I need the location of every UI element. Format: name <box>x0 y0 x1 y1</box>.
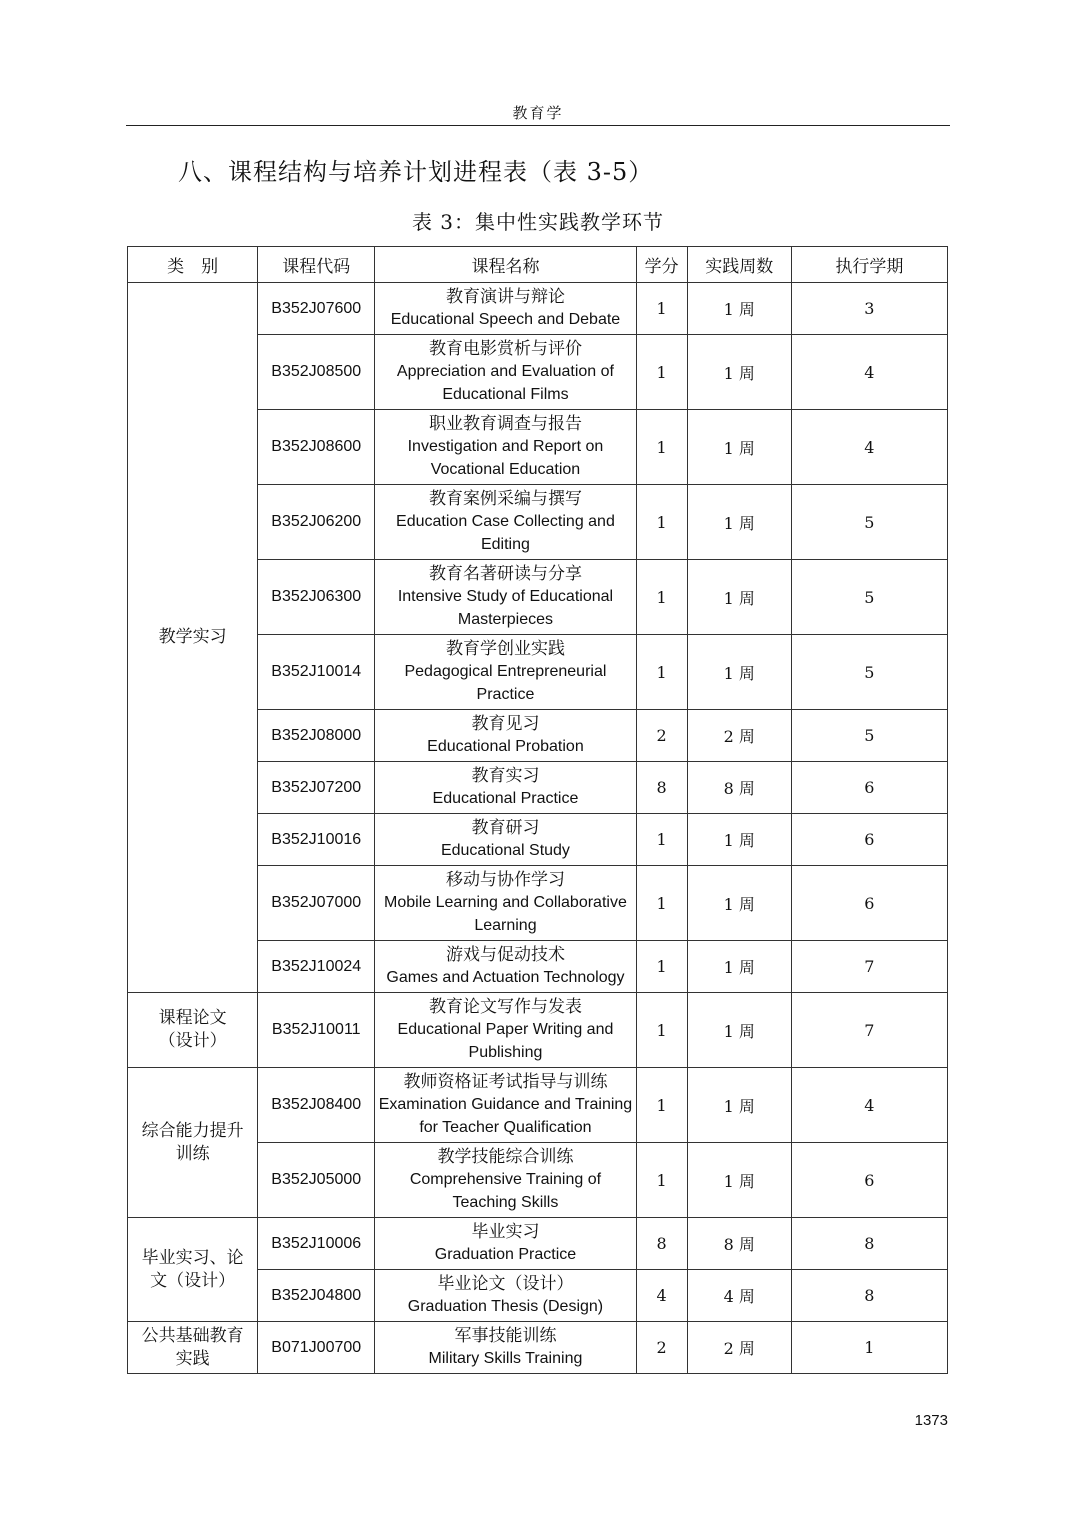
course-code: B352J08000 <box>258 710 375 762</box>
course-semester: 6 <box>791 762 947 814</box>
course-code: B071J00700 <box>258 1322 375 1374</box>
course-weeks: 8 周 <box>687 762 791 814</box>
course-credit: 1 <box>636 866 687 941</box>
course-weeks: 1 周 <box>687 814 791 866</box>
course-name <box>375 1322 636 1374</box>
course-credit: 8 <box>636 762 687 814</box>
course-name <box>375 410 636 485</box>
category-cell: 毕业实习、论文（设计） <box>128 1218 258 1322</box>
course-code: B352J10016 <box>258 814 375 866</box>
course-code: B352J07600 <box>258 283 375 335</box>
course-credit: 1 <box>636 814 687 866</box>
course-name-cn: 移动与协作学习 <box>445 870 565 890</box>
category-cell: 教学实习 <box>128 283 258 993</box>
course-code: B352J08600 <box>258 410 375 485</box>
course-name-cn: 毕业论文（设计） <box>437 1274 574 1294</box>
course-name <box>375 993 636 1068</box>
table-row <box>128 993 948 1068</box>
course-name-cn: 职业教育调查与报告 <box>428 414 582 434</box>
course-code: B352J10006 <box>258 1218 375 1270</box>
course-semester: 3 <box>791 283 947 335</box>
course-weeks: 1 周 <box>687 485 791 560</box>
course-credit: 1 <box>636 335 687 410</box>
course-weeks: 1 周 <box>687 866 791 941</box>
course-name-en: Comprehensive Training of Teaching Skills <box>409 1171 602 1211</box>
course-code: B352J04800 <box>258 1270 375 1322</box>
course-semester: 5 <box>791 635 947 710</box>
course-name-cn: 教育见习 <box>471 714 540 734</box>
course-semester: 8 <box>791 1218 947 1270</box>
course-credit: 1 <box>636 1068 687 1143</box>
course-name-cn: 教育研习 <box>471 818 540 838</box>
course-name <box>375 1270 636 1322</box>
course-name <box>375 335 636 410</box>
course-weeks: 1 周 <box>687 1068 791 1143</box>
category-cell: 课程论文（设计） <box>128 993 258 1068</box>
course-credit: 1 <box>636 410 687 485</box>
course-semester: 5 <box>791 485 947 560</box>
course-name-cn: 教育论文写作与发表 <box>428 997 582 1017</box>
course-semester: 6 <box>791 814 947 866</box>
course-name-en: Examination Guidance and Training for Teacher Qualification <box>378 1096 633 1136</box>
course-name <box>375 866 636 941</box>
course-name-en: Intensive Study of Educational Masterpieces <box>397 588 614 628</box>
course-weeks: 2 周 <box>687 1322 791 1374</box>
course-semester: 5 <box>791 560 947 635</box>
course-name-en: Pedagogical Entrepreneurial Practice <box>404 663 607 703</box>
header-name: 课程名称 <box>375 247 636 283</box>
course-name-en: Educational Study <box>440 842 570 859</box>
header-semester: 执行学期 <box>791 247 947 283</box>
course-weeks: 1 周 <box>687 635 791 710</box>
course-name-cn: 教育案例采编与撰写 <box>428 489 582 509</box>
course-code: B352J10014 <box>258 635 375 710</box>
table-header-row <box>128 247 948 283</box>
course-weeks: 2 周 <box>687 710 791 762</box>
header-weeks: 实践周数 <box>687 247 791 283</box>
table-row <box>128 1218 948 1270</box>
course-name-cn: 教育电影赏析与评价 <box>428 339 582 359</box>
course-name-en: Mobile Learning and Collaborative Learning <box>384 894 627 934</box>
course-code: B352J07200 <box>258 762 375 814</box>
course-name-cn: 教育实习 <box>471 766 540 786</box>
course-name-cn: 教育演讲与辩论 <box>445 287 565 307</box>
course-code: B352J08400 <box>258 1068 375 1143</box>
course-weeks: 1 周 <box>687 410 791 485</box>
course-weeks: 1 周 <box>687 283 791 335</box>
category-cell: 公共基础教育实践 <box>128 1322 258 1374</box>
course-credit: 1 <box>636 635 687 710</box>
course-semester: 7 <box>791 941 947 993</box>
course-name <box>375 1068 636 1143</box>
course-semester: 5 <box>791 710 947 762</box>
course-credit: 8 <box>636 1218 687 1270</box>
course-code: B352J06300 <box>258 560 375 635</box>
course-code: B352J05000 <box>258 1143 375 1218</box>
course-name <box>375 560 636 635</box>
course-name-cn: 教育名著研读与分享 <box>428 564 582 584</box>
course-code: B352J08500 <box>258 335 375 410</box>
course-name-en: Graduation Thesis (Design) <box>407 1298 604 1315</box>
course-credit: 4 <box>636 1270 687 1322</box>
course-weeks: 1 周 <box>687 941 791 993</box>
course-name <box>375 1143 636 1218</box>
course-name-en: Educational Paper Writing and Publishing <box>397 1021 614 1061</box>
course-weeks: 1 周 <box>687 1143 791 1218</box>
course-semester: 4 <box>791 1068 947 1143</box>
course-semester: 8 <box>791 1270 947 1322</box>
page-number: 1373 <box>914 1412 948 1429</box>
table-row <box>128 283 948 335</box>
course-weeks: 4 周 <box>687 1270 791 1322</box>
course-name-cn: 教学技能综合训练 <box>437 1147 574 1167</box>
course-semester: 4 <box>791 410 947 485</box>
table-row <box>128 1068 948 1143</box>
course-weeks: 1 周 <box>687 560 791 635</box>
course-credit: 1 <box>636 993 687 1068</box>
course-credit: 2 <box>636 710 687 762</box>
course-name-cn: 毕业实习 <box>471 1222 540 1242</box>
course-semester: 1 <box>791 1322 947 1374</box>
course-code: B352J10011 <box>258 993 375 1068</box>
course-credit: 1 <box>636 485 687 560</box>
course-credit: 1 <box>636 283 687 335</box>
course-name-en: Appreciation and Evaluation of Educational Films <box>396 363 614 403</box>
course-credit: 1 <box>636 1143 687 1218</box>
course-name-cn: 教师资格证考试指导与训练 <box>403 1072 608 1092</box>
running-header: 教育学 <box>512 104 564 122</box>
section-heading: 八、课程结构与培养计划进程表（表 3-5） <box>178 158 654 186</box>
course-name-en: Games and Actuation Technology <box>386 969 625 986</box>
table-caption: 表 3：集中性实践教学环节 <box>411 210 665 234</box>
course-weeks: 1 周 <box>687 993 791 1068</box>
course-name <box>375 635 636 710</box>
course-name-cn: 军事技能训练 <box>454 1326 557 1346</box>
course-name-en: Education Case Collecting and Editing <box>396 513 615 553</box>
header-credit: 学分 <box>636 247 687 283</box>
course-name-en: Graduation Practice <box>434 1246 577 1263</box>
course-credit: 1 <box>636 941 687 993</box>
course-semester: 6 <box>791 1143 947 1218</box>
course-name <box>375 941 636 993</box>
course-name-en: Educational Speech and Debate <box>390 311 621 328</box>
course-name-cn: 教育学创业实践 <box>445 639 565 659</box>
practice-course-table <box>127 246 948 1374</box>
header-code: 课程代码 <box>258 247 375 283</box>
course-semester: 6 <box>791 866 947 941</box>
course-name <box>375 485 636 560</box>
course-name-en: Investigation and Report on Vocational Education <box>407 438 604 478</box>
course-name-en: Military Skills Training <box>428 1350 583 1367</box>
course-name <box>375 1218 636 1270</box>
course-semester: 7 <box>791 993 947 1068</box>
course-semester: 4 <box>791 335 947 410</box>
header-category: 类 别 <box>128 247 258 283</box>
course-credit: 2 <box>636 1322 687 1374</box>
course-name-en: Educational Probation <box>427 738 584 755</box>
header-rule <box>126 125 950 126</box>
course-code: B352J10024 <box>258 941 375 993</box>
course-name-en: Educational Practice <box>432 790 579 807</box>
table-row <box>128 1322 948 1374</box>
course-name <box>375 710 636 762</box>
course-name <box>375 762 636 814</box>
course-name <box>375 814 636 866</box>
course-name <box>375 283 636 335</box>
course-credit: 1 <box>636 560 687 635</box>
course-code: B352J06200 <box>258 485 375 560</box>
course-weeks: 1 周 <box>687 335 791 410</box>
category-cell: 综合能力提升训练 <box>128 1068 258 1218</box>
course-weeks: 8 周 <box>687 1218 791 1270</box>
course-name-cn: 游戏与促动技术 <box>445 945 565 965</box>
course-code: B352J07000 <box>258 866 375 941</box>
